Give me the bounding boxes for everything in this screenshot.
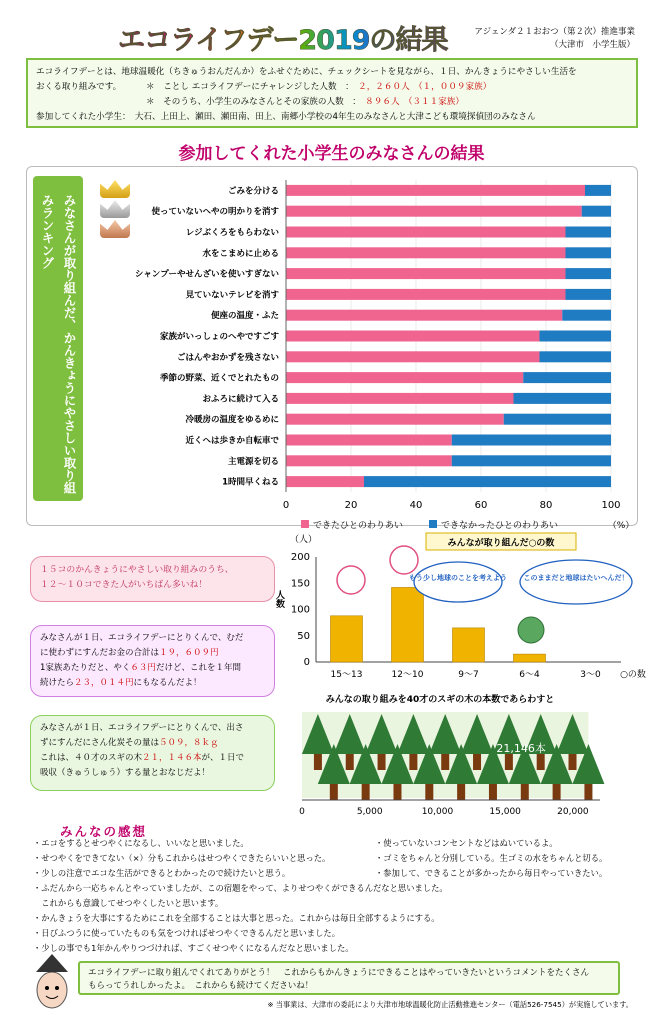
agenda-line-2: （大津市 小学生版） — [549, 40, 635, 50]
bar-not-done — [540, 351, 612, 362]
x-tick-label: 15,000 — [489, 807, 521, 817]
section-title: 参加してくれた小学生のみなさんの結果 — [178, 144, 485, 164]
ranking-vertical-title — [33, 176, 83, 501]
voice-item: ・少しの事でも1年かんやりつづければ、すごくせつやくになるんだなと思いました。 — [33, 943, 354, 953]
bar-not-done — [504, 414, 611, 425]
y-tick-label: 150 — [290, 578, 310, 590]
x-tick-label: 20 — [344, 500, 358, 511]
count-chart — [276, 530, 646, 685]
ranking-title-text: みなさんが取り組んだ、かんきょうにやさしい取り組みランキング — [40, 194, 77, 494]
speech2-line-3 — [40, 661, 265, 676]
bar-done — [286, 206, 582, 217]
voice-item: これからも意識してせつやくしたいと思います。 — [33, 898, 224, 908]
tree-trunk — [584, 782, 592, 800]
x-tick-label: 80 — [539, 500, 553, 511]
category-label: ごみを分ける — [227, 186, 279, 197]
voices-right — [375, 836, 635, 881]
tree-trunk — [330, 782, 338, 800]
speech2-money-per-family: ６３円 — [130, 663, 156, 673]
speech2-line-4a: 続けたら — [40, 678, 75, 688]
y-tick-label: 50 — [297, 630, 310, 642]
speech2-line-1: みなさんが１日、エコライフデーにとりくんで、むだ — [40, 633, 244, 643]
count-bar — [392, 587, 424, 662]
speech3-line-2 — [40, 736, 265, 751]
category-label: 1時間早くねる — [222, 477, 279, 488]
speech3-line-4: 吸収（きゅうしゅう）する量とおなじだよ！ — [40, 768, 211, 778]
voice-item: ・使っていないコンセントなどはぬいているよ。 — [375, 838, 558, 848]
voice-item: ・ゴミをちゃんと分別している。生ゴミの水をちゃんと切る。 — [375, 853, 608, 863]
bar-done — [286, 310, 562, 321]
count-title: みんなが取り組んだ○の数 — [447, 538, 555, 549]
speech2-money-total: １９，６０９円 — [159, 648, 219, 658]
voice-item: ・エコをするとせつやくになるし、いいなと思いました。 — [33, 838, 249, 848]
tree-trunk — [346, 752, 354, 770]
category-label: 便座の温度・ふた — [210, 311, 279, 322]
earth-icon — [518, 617, 544, 643]
voices-left — [33, 836, 448, 956]
bar-not-done — [566, 247, 612, 258]
data-label: 21,146本 — [496, 742, 546, 755]
bar-done — [286, 435, 452, 446]
speech3-line-1: みなさんが１日、エコライフデーにとりくんで、出さ — [40, 723, 244, 733]
bar-done — [286, 227, 566, 238]
bar-done — [286, 247, 566, 258]
x-tick-label: 15〜13 — [330, 670, 363, 680]
stat1-value: ２，２６０人 （１，００９家族） — [358, 82, 492, 92]
category-label: 水をこまめに止める — [202, 248, 279, 259]
x-tick-label: 6〜4 — [519, 670, 540, 680]
speech1-line-1: １５コのかんきょうにやさしい取り組みのうち、 — [40, 565, 234, 575]
category-label: シャンプーやせんざいを使いすぎない — [134, 269, 279, 280]
y-tick-label: 200 — [290, 552, 310, 563]
tree-trunk — [362, 782, 370, 800]
voice-item: ・かんきょうを大事にするためにこれを全部することは大事と思った。これからは毎日全部するようにする。 — [33, 913, 440, 923]
intro-line-1: エコライフデーとは、地球温暖化（ちきゅうおんだんか）をふせぐために、チェックシートを見ながら、１日、かんきょうにやさしい生活を — [36, 67, 577, 77]
tree-trunk — [393, 782, 401, 800]
x-tick-label: 60 — [474, 500, 488, 511]
speech-bubble-most-common — [30, 556, 275, 602]
voice-item: ・参加して、できることが多かったから毎日やっていきたい。 — [375, 868, 608, 878]
stat1-label: ＊ ことし エコライフデーにチャレンジした人数 ： — [146, 82, 350, 92]
flower-icon — [390, 546, 418, 574]
x-unit-label: （%） — [607, 521, 635, 531]
tree-trunk — [473, 752, 481, 770]
tree-trunk — [521, 782, 529, 800]
category-label: 冷暖房の温度をゆるめに — [185, 415, 279, 426]
ranking-chart — [96, 172, 636, 531]
tree-trunk — [409, 752, 417, 770]
x-tick-label: 10,000 — [421, 807, 454, 817]
bar-done — [286, 393, 514, 404]
speech3-tree-count: ２１，１４６本 — [142, 753, 202, 763]
bar-done — [286, 351, 540, 362]
x-tick-label: 9〜7 — [458, 670, 479, 680]
bar-done — [286, 268, 566, 279]
category-label: 見ていないテレビを消す — [185, 290, 279, 301]
intro-line-2-text: おくる取り組みです。 — [36, 82, 122, 92]
bar-not-done — [452, 435, 611, 446]
tree-trunk — [489, 782, 497, 800]
tree-trunk — [457, 782, 465, 800]
category-label: 近くへは歩きか自転車で — [185, 436, 279, 446]
speech2-line-4c: にもなるんだよ！ — [133, 678, 202, 688]
count-bar — [453, 628, 485, 662]
category-label: ごはんやおかずを残さない — [176, 352, 279, 363]
speech3-line-3a: これは、４０才のスギの木 — [40, 753, 143, 763]
tree-trunk — [425, 782, 433, 800]
speech2-line-2 — [40, 646, 265, 661]
bar-not-done — [566, 227, 612, 238]
bar-not-done — [452, 455, 611, 466]
intro-stat-1 — [36, 80, 628, 95]
x-tick-label: 20,000 — [557, 807, 589, 817]
page-title: エコライフデー2019の結果 — [118, 18, 448, 57]
bar-not-done — [523, 372, 611, 383]
tree-trunk — [314, 752, 322, 770]
intro-box — [26, 58, 638, 128]
bar-done — [286, 455, 452, 466]
legend-swatch-done — [301, 520, 309, 528]
bar-not-done — [514, 393, 612, 404]
speech3-line-2a: ずにすんだにさん化炭その量は — [40, 738, 160, 748]
category-label: 使っていないへやの明かりを消す — [151, 207, 279, 218]
speech1-line-2: １２〜１０コできた人がいちばん多いね！ — [40, 580, 208, 590]
category-label: 家族がいっしょのへやですごす — [159, 332, 279, 342]
mascot-icon — [28, 950, 76, 1012]
x-tick-label: 40 — [409, 500, 423, 511]
bar-done — [286, 372, 523, 383]
agenda-note — [474, 26, 635, 52]
footnote: ※ 当事業は、大津市の委託により大津市地球温暖化防止活動推進センター（電話526-7545）が実施しています。 — [267, 1000, 633, 1009]
x-tick-label: 0 — [282, 500, 290, 511]
bar-not-done — [585, 185, 611, 196]
count-bar — [331, 616, 363, 662]
category-label: 季節の野菜、近くでとれたもの — [159, 373, 279, 384]
intro-schools: 参加してくれた小学生： 大石、上田上、瀬田、瀬田南、田上、南郷小学校の4年生のみなさんと大津こども環境探偵団のみなさん — [36, 112, 536, 122]
y-axis-label: 人数 — [274, 590, 284, 608]
y-unit-label: （人） — [290, 535, 318, 545]
bar-done — [286, 331, 540, 342]
voice-item: ・せつやくをできてない（×）分もこれからはせつやくできたらいいと思った。 — [33, 853, 331, 863]
speech3-co2-value: ５０９，８ｋｇ — [159, 738, 219, 748]
speech2-line-3a: 1家族あたりだと、やく — [40, 663, 131, 673]
tree-trunk — [553, 782, 561, 800]
voice-item: ・日びふつうに使っていたものも気をつければせつやくできるんだと思いました。 — [33, 928, 340, 938]
bar-not-done — [582, 206, 611, 217]
y-tick-label: 100 — [290, 604, 310, 616]
y-tick-label: 0 — [303, 657, 310, 668]
category-label: おふろに続けて入る — [202, 394, 279, 405]
speech2-line-2a: に使わずにすんだお金の合計は — [40, 648, 160, 658]
legend-label-done: できたひとのわりあい — [313, 521, 404, 531]
x-tick-label: 3〜0 — [580, 670, 601, 680]
bar-not-done — [566, 289, 612, 300]
voices-title: みんなの感想 — [60, 824, 148, 839]
x-tick-label: 100 — [601, 500, 621, 511]
voice-item: ・ふだんから一応ちゃんとやっていましたが、この宿題をやって、よりせつやくができるんだなと思いました。 — [33, 883, 448, 893]
cloud-text-2: このままだと地球はたいへんだ！ — [523, 574, 629, 582]
speech2-line-4 — [40, 676, 265, 691]
thanks-box — [78, 961, 620, 995]
legend-swatch-not-done — [429, 520, 437, 528]
bar-not-done — [540, 331, 612, 342]
category-label: レジぶくろをもらわない — [185, 228, 279, 238]
voice-item: ・少しの注意でエコな生活ができるとわかったので続けたいと思う。 — [33, 868, 291, 878]
speech3-line-3c: が、１日で — [201, 753, 245, 763]
category-label: 主電源を切る — [227, 456, 279, 467]
tree-trunk — [441, 752, 449, 770]
legend-label-not-done: できなかったひとのわりあい — [441, 521, 559, 531]
x-tick-label: 5,000 — [356, 807, 383, 817]
thanks-line-1: エコライフデーに取り組んでくれてありがとう！ これからもかんきょうにできることはやっていきたいというコメントをたくさん — [88, 968, 589, 978]
agenda-line-1: アジェンダ２１おおつ（第２次）推進事業 — [474, 27, 635, 37]
intro-stat-2 — [36, 95, 628, 110]
speech3-line-3 — [40, 751, 265, 766]
bar-done — [286, 414, 504, 425]
cloud-icon — [414, 562, 502, 602]
count-bar — [514, 654, 546, 662]
bar-done — [286, 185, 585, 196]
flower-icon — [337, 566, 365, 594]
x-tick-label: 12〜10 — [391, 670, 424, 680]
x-tick-label: 0 — [299, 807, 305, 817]
cloud-icon — [520, 560, 632, 604]
stat2-label: ＊ そのうち、小学生のみなさんとその家族の人数 ： — [146, 97, 357, 107]
stat2-value: ８９６人 （３１１家族） — [365, 97, 464, 107]
x-unit-label: ○の数 — [620, 670, 646, 680]
bar-not-done — [364, 476, 611, 487]
tree-trunk — [378, 752, 386, 770]
cloud-text-1: もう少し地球のことを考えよう — [409, 574, 507, 582]
tree-chart — [290, 692, 610, 817]
speech2-money-year: ２３，０１４円 — [74, 678, 134, 688]
speech2-line-3c: だけど、これを１年間 — [155, 663, 241, 673]
bar-done — [286, 289, 566, 300]
tree-chart-title: みんなの取り組みを40才のスギの木の本数であらわすと — [325, 695, 555, 705]
speech-bubble-money — [30, 625, 275, 697]
speech-bubble-co2 — [30, 715, 275, 791]
bar-not-done — [566, 268, 612, 279]
thanks-line-2: もらってうれしかったよ。 これからも続けてくださいね！ — [88, 981, 314, 991]
bar-not-done — [562, 310, 611, 321]
bar-done — [286, 476, 364, 487]
tree-trunk — [569, 752, 577, 770]
